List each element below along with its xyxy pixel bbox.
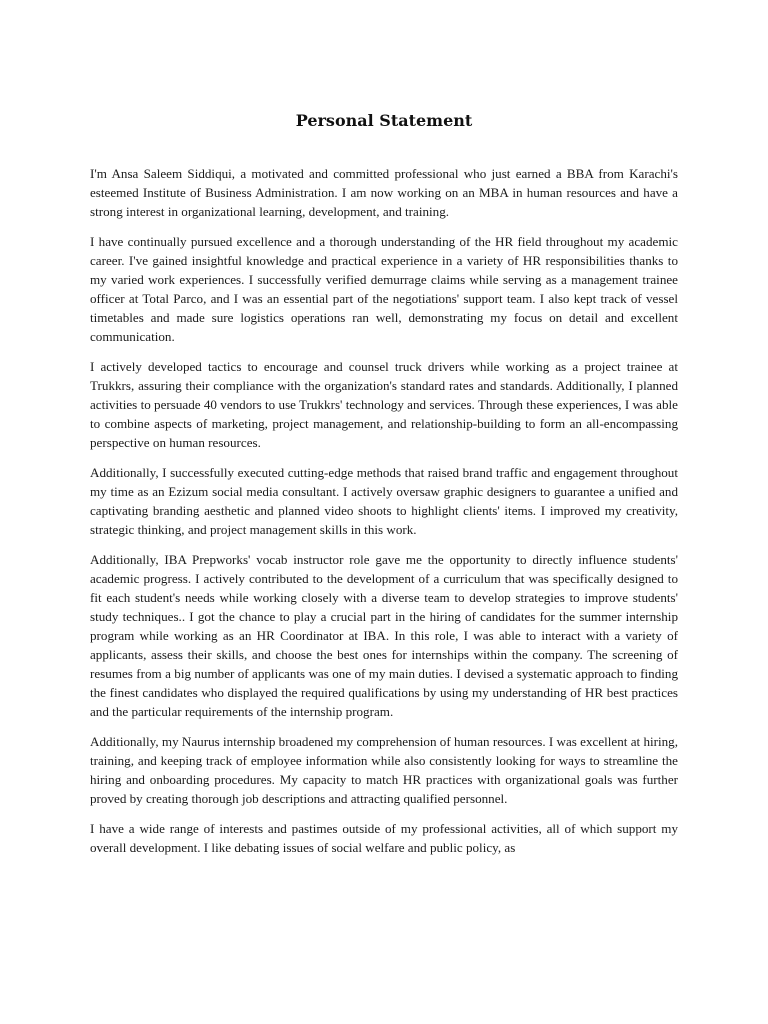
paragraph-intro: I'm Ansa Saleem Siddiqui, a motivated and committed professional who just earned a BBA from Karachi's esteemed Institute of Business Administration. I am now working on an MBA in human resources and have a strong interest in organizational learning, development, and training. <box>90 166 678 219</box>
paragraph-naurus: Additionally, my Naurus internship broadened my comprehension of human resources. I was excellent at hiring, training, and keeping track of employee information while also consistently looking for ways to streamline the hiring and onboarding procedures. My capacity to match HR practices with organizational goals was further proved by creating thorough job descriptions and attracting qualified personnel. <box>90 734 678 806</box>
document-body <box>90 164 678 868</box>
paragraph-interests: I have a wide range of interests and pastimes outside of my professional activities, all of which support my overall development. I like debating issues of social welfare and public policy, as <box>90 821 678 855</box>
paragraph-academic-career: I have continually pursued excellence and a thorough understanding of the HR field throughout my academic career. I've gained insightful knowledge and practical experience in a variety of HR responsibilities thanks to my varied work experiences. I successfully verified demurrage claims while serving as a management trainee officer at Total Parco, and I was an essential part of the negotiations' support team. I also kept track of vessel timetables and made sure logistics operations ran well, demonstrating my focus on detail and excellent communication. <box>90 234 678 344</box>
page-title: Personal Statement <box>295 111 473 130</box>
paragraph-iba-prepworks: Additionally, IBA Prepworks' vocab instructor role gave me the opportunity to directly influence students' academic progress. I actively contributed to the development of a curriculum that was specifically designed to fit each student's needs while working closely with a diverse team to develop strategies to improve students' study techniques.. I got the chance to play a crucial part in the hiring of candidates for the summer internship program while working as an HR Coordinator at IBA. In this role, I was able to interact with a variety of applicants, assess their skills, and choose the best ones for internships within the company. The screening of resumes from a big number of applicants was one of my main duties. I devised a systematic approach to finding the finest candidates who displayed the required qualifications by using my understanding of HR best practices and the particular requirements of the internship program. <box>90 552 678 719</box>
paragraph-ezizum: Additionally, I successfully executed cutting-edge methods that raised brand traffic and engagement throughout my time as an Ezizum social media consultant. I actively oversaw graphic designers to guarantee a unified and captivating branding aesthetic and planned video shoots to highlight clients' items. I improved my creativity, strategic thinking, and project management skills in this work. <box>90 465 678 537</box>
paragraph-trukkrs: I actively developed tactics to encourage and counsel truck drivers while working as a project trainee at Trukkrs, assuring their compliance with the organization's standard rates and standards. Additionally, I planned activities to persuade 40 vendors to use Trukkrs' technology and services. Through these experiences, I was able to combine aspects of marketing, project management, and relationship-building to form an all-encompassing perspective on human resources. <box>90 359 678 450</box>
